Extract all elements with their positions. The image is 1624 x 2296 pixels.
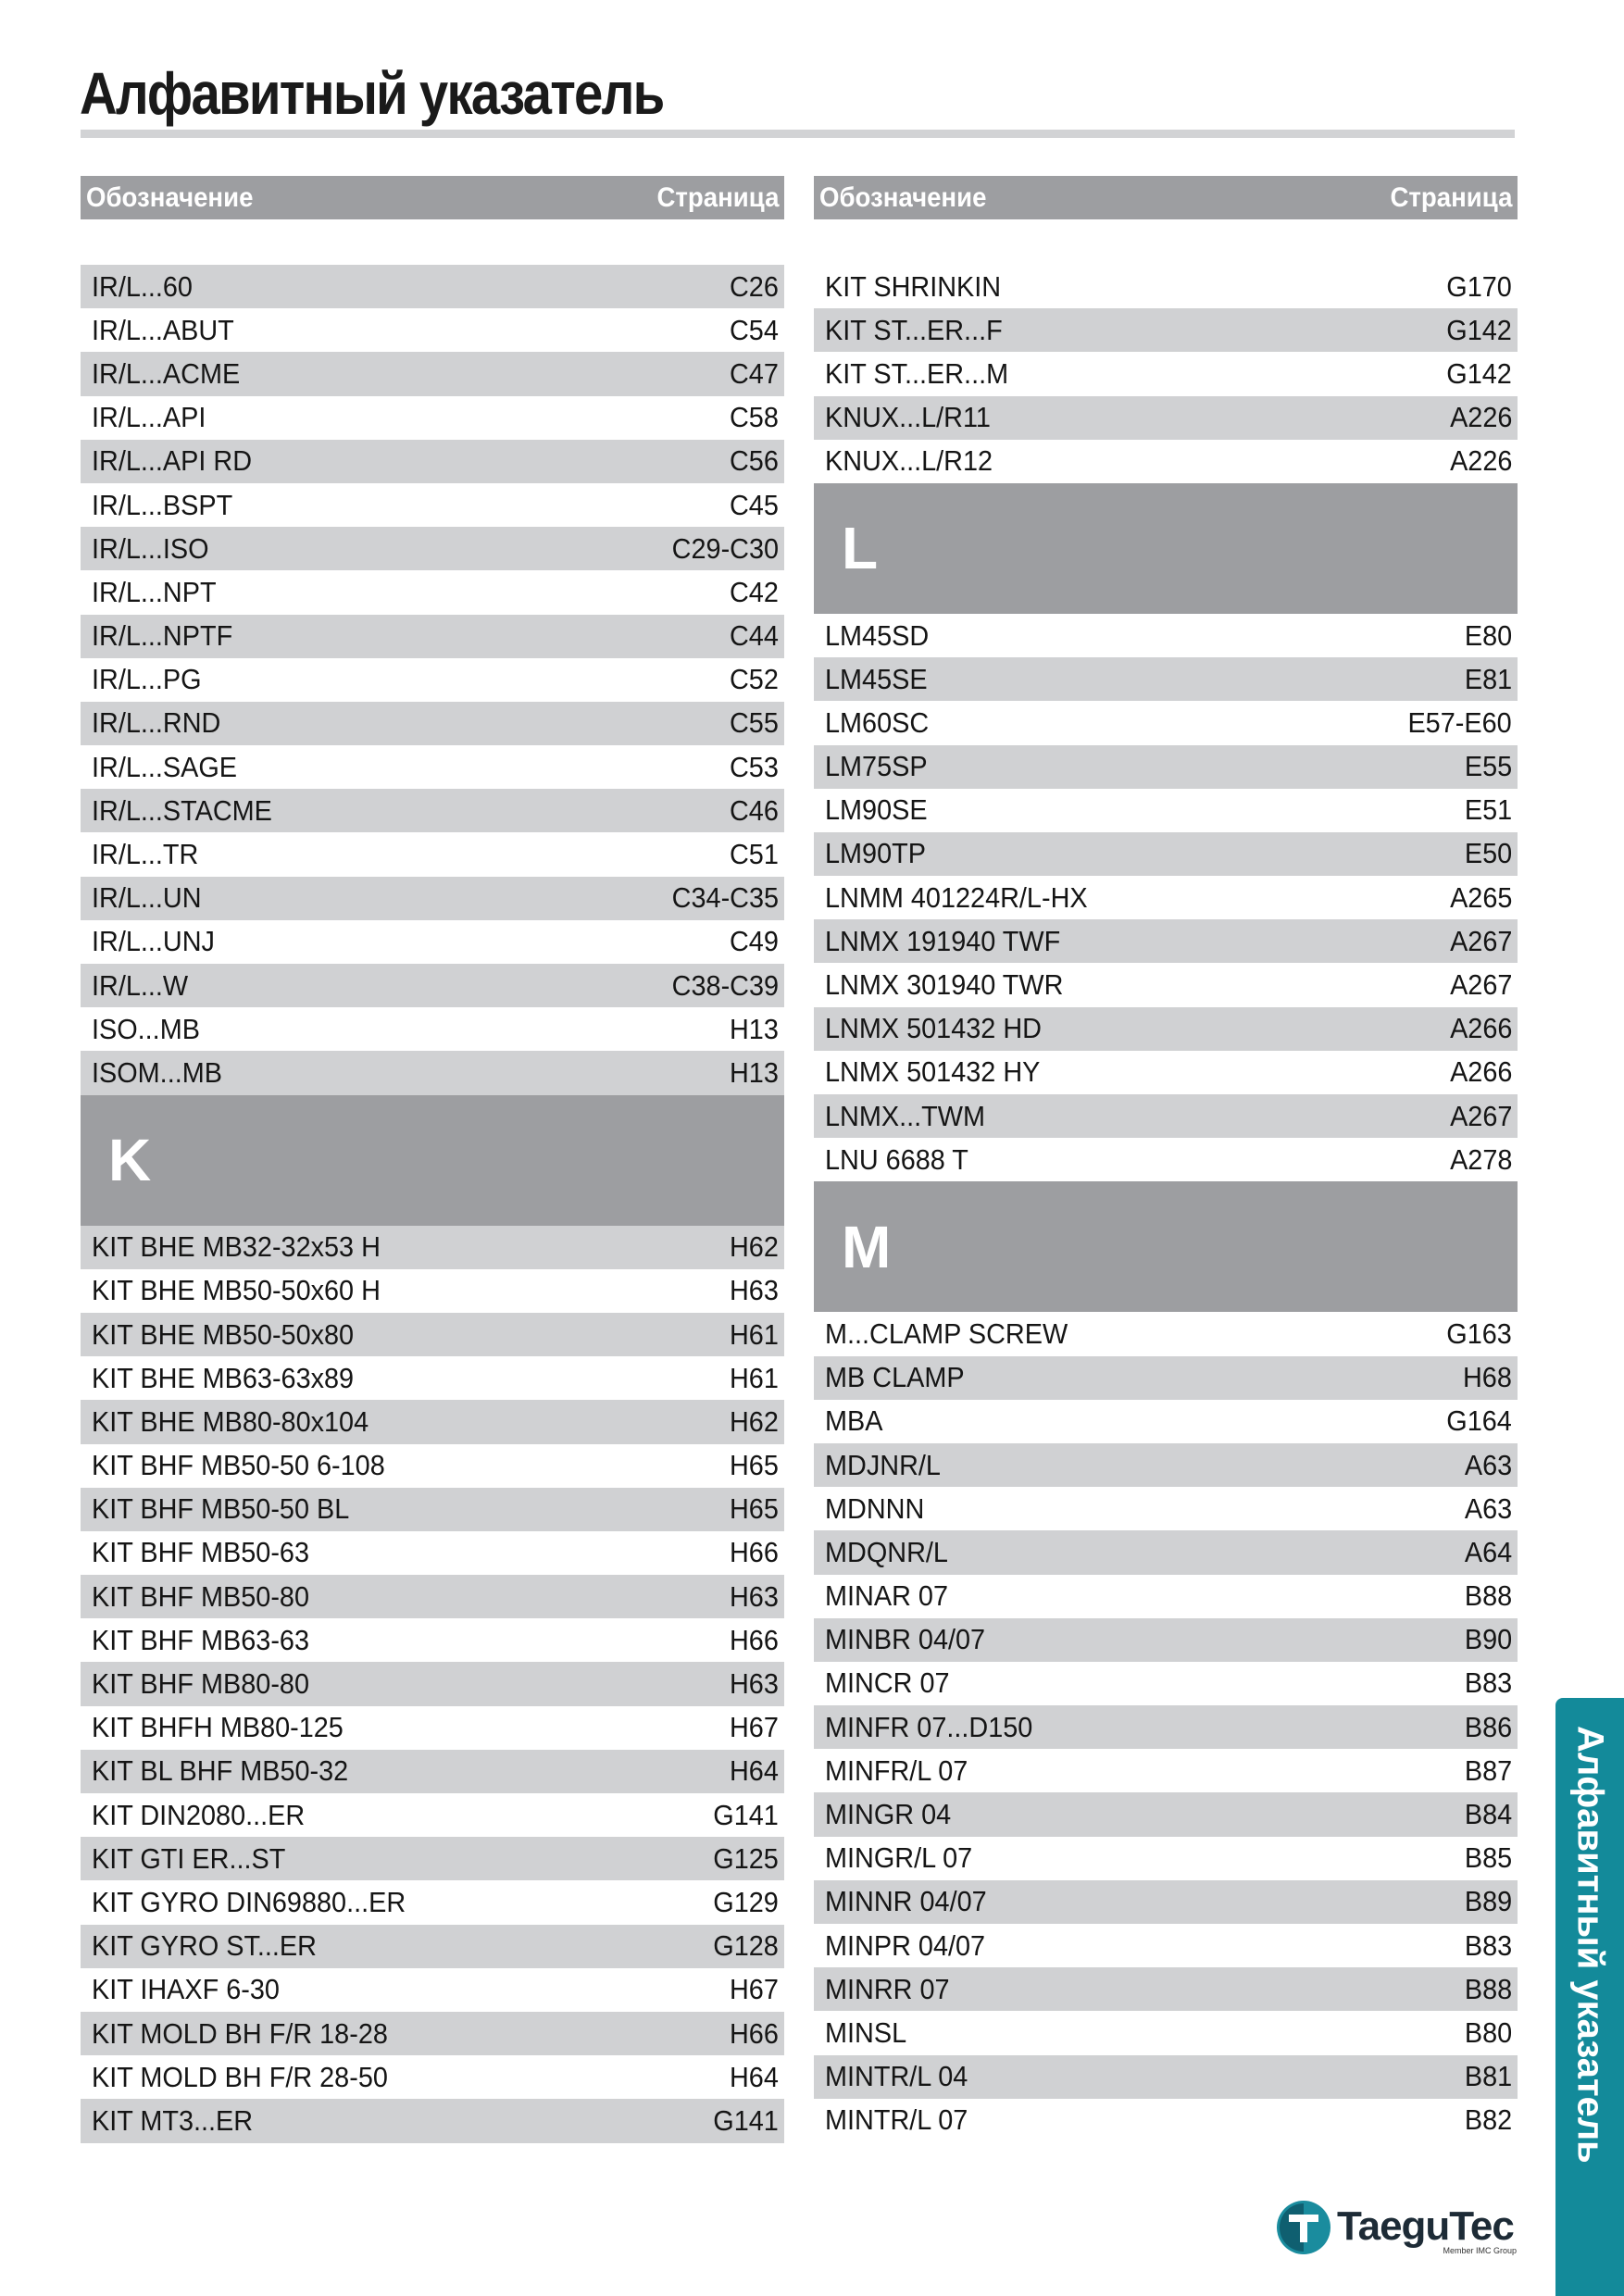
item-page: E50 [1464,837,1512,870]
item-page: B82 [1464,2103,1512,2137]
item-designation: KIT BHE MB80-80x104 [92,1404,369,1438]
item-designation: LNMX 301940 TWR [825,968,1064,1002]
item-designation: KIT BHE MB50-50x60 H [92,1274,381,1307]
item-designation: IR/L...SAGE [92,750,238,783]
item-designation: MINTR/L 04 [825,2060,968,2093]
item-designation: KIT BHE MB32-32x53 H [92,1230,381,1264]
index-row [814,701,1518,744]
item-designation: KIT BHE MB63-63x89 [92,1361,355,1394]
item-page: G141 [713,1798,779,1831]
index-row [81,789,784,832]
item-page: B80 [1464,2015,1512,2049]
brand-logo [1276,2200,1517,2255]
index-row [81,483,784,527]
index-row [81,396,784,440]
item-page: B88 [1464,1972,1512,2005]
item-designation: MDNNN [825,1491,925,1525]
item-page: C55 [730,706,779,740]
item-page: B90 [1464,1623,1512,1656]
item-designation: IR/L...ACME [92,356,241,390]
item-page: H61 [730,1361,779,1394]
item-page: C26 [730,269,779,303]
index-row [814,919,1518,963]
index-row [814,2099,1518,2142]
index-row [814,1792,1518,1836]
item-page: C56 [730,444,779,478]
item-designation: MINFR/L 07 [825,1753,968,1787]
index-row [814,1094,1518,1138]
index-row [81,920,784,964]
index-row [81,615,784,658]
index-row [814,1880,1518,1924]
index-row [814,2011,1518,2054]
index-row [814,1967,1518,2011]
index-row [81,1706,784,1750]
item-page: H63 [730,1667,779,1701]
item-page: A278 [1449,1142,1512,1176]
index-row [814,1924,1518,1967]
item-page: H65 [730,1492,779,1526]
item-page: H66 [730,1623,779,1656]
index-row [81,1968,784,2012]
item-designation: KIT DIN2080...ER [92,1798,306,1831]
index-row [81,877,784,920]
page-title: Алфавитный указатель [80,60,664,127]
item-page: H68 [1463,1361,1512,1394]
index-row [81,1356,784,1400]
item-page: B86 [1464,1710,1512,1743]
index-row [81,1662,784,1705]
item-designation: LM60SC [825,705,930,739]
index-row [81,1444,784,1488]
taegutec-logo-icon [1276,2200,1331,2255]
item-page: G142 [1446,313,1512,346]
item-designation: KIT BHF MB50-63 [92,1536,309,1569]
index-column-right [814,176,1518,2142]
item-designation: MINCR 07 [825,1666,950,1700]
item-designation: MINGR/L 07 [825,1841,973,1875]
item-page: H66 [730,2016,779,2050]
item-designation: KIT GTI ER...ST [92,1841,286,1875]
index-row [81,658,784,702]
item-designation: ISOM...MB [92,1055,222,1089]
item-page: G163 [1446,1316,1512,1350]
index-row [81,1750,784,1793]
index-row [81,527,784,570]
item-designation: KIT GYRO DIN69880...ER [92,1885,406,1918]
item-designation: MINTR/L 07 [825,2103,968,2137]
item-page: H65 [730,1449,779,1482]
item-designation: KIT BHF MB50-50 BL [92,1492,350,1526]
item-page: C29-C30 [671,531,779,565]
index-row [81,1313,784,1356]
item-page: H64 [730,1754,779,1788]
index-row [81,570,784,614]
item-page: G164 [1446,1404,1512,1438]
item-page: H61 [730,1317,779,1351]
index-row [814,1051,1518,1094]
item-designation: LNMX 501432 HD [825,1012,1042,1045]
item-page: E81 [1464,662,1512,695]
item-designation: IR/L...PG [92,663,202,696]
item-designation: LNMX 501432 HY [825,1055,1041,1089]
column-header [81,176,784,219]
index-rows [814,265,1518,2142]
index-row [814,1705,1518,1749]
header-page: Страница [1390,181,1512,213]
index-row [81,1575,784,1618]
item-designation: IR/L...ABUT [92,313,234,346]
index-row [814,440,1518,483]
item-page: A226 [1449,401,1512,434]
index-row [81,702,784,745]
item-page: C49 [730,925,779,958]
item-designation: KIT BHF MB63-63 [92,1623,309,1656]
side-tab [1555,1698,1624,2296]
section-letter: K [81,1095,784,1226]
item-designation: KIT BHE MB50-50x80 [92,1317,355,1351]
index-row [814,1007,1518,1051]
index-row [81,2055,784,2099]
item-page: H64 [730,2060,779,2093]
item-page: B83 [1464,1666,1512,1700]
index-row [814,832,1518,876]
index-row [814,1356,1518,1400]
header-page: Страница [656,181,779,213]
index-row [81,440,784,483]
index-row [81,308,784,352]
item-page: B89 [1464,1885,1512,1918]
item-designation: IR/L...UN [92,881,202,915]
item-designation: LM90TP [825,837,926,870]
item-designation: IR/L...BSPT [92,488,233,521]
item-page: A63 [1464,1448,1512,1481]
item-designation: MINFR 07...D150 [825,1710,1033,1743]
item-page: C42 [730,575,779,608]
item-designation: LNMX 191940 TWF [825,924,1061,957]
section-letter: L [814,483,1518,614]
index-row [814,1530,1518,1574]
item-designation: KIT BHF MB50-80 [92,1579,309,1613]
index-row [814,1312,1518,1355]
item-page: H63 [730,1579,779,1613]
index-row [81,1880,784,1924]
index-row [81,2012,784,2055]
index-row [814,308,1518,352]
item-designation: LM45SE [825,662,928,695]
index-row [814,1618,1518,1662]
item-page: A226 [1449,444,1512,478]
item-designation: KIT MOLD BH F/R 28-50 [92,2060,388,2093]
item-page: E55 [1464,750,1512,783]
item-page: B83 [1464,1928,1512,1962]
item-designation: IR/L...STACME [92,793,272,827]
item-designation: KIT GYRO ST...ER [92,1929,317,1963]
item-page: H62 [730,1230,779,1264]
index-row [81,1488,784,1531]
index-row [814,265,1518,308]
item-designation: MINRR 07 [825,1972,950,2005]
item-page: H66 [730,1536,779,1569]
item-designation: LNMX...TWM [825,1099,985,1132]
item-page: G125 [713,1841,779,1875]
item-designation: MINBR 04/07 [825,1623,986,1656]
item-designation: KIT ST...ER...M [825,356,1009,390]
index-rows [81,265,784,2143]
item-page: C44 [730,619,779,653]
index-row [814,396,1518,440]
index-row [81,1793,784,1837]
index-row [814,1662,1518,1705]
index-row [814,1749,1518,1792]
item-page: B85 [1464,1841,1512,1875]
index-row [81,1618,784,1662]
item-designation: LM90SE [825,793,928,827]
item-designation: MINAR 07 [825,1579,948,1613]
item-designation: MDJNR/L [825,1448,941,1481]
item-designation: IR/L...ISO [92,531,209,565]
item-designation: IR/L...UNJ [92,925,215,958]
item-page: C46 [730,793,779,827]
item-designation: MINSL [825,2015,907,2049]
index-row [81,1400,784,1443]
index-row [814,789,1518,832]
item-page: C45 [730,488,779,521]
item-page: G129 [713,1885,779,1918]
item-designation: MINPR 04/07 [825,1928,986,1962]
index-row [81,832,784,876]
item-page: G170 [1446,269,1512,303]
item-designation: IR/L...NPT [92,575,217,608]
item-designation: IR/L...W [92,968,189,1002]
index-row [814,1837,1518,1880]
item-page: H13 [730,1012,779,1045]
index-row [81,745,784,789]
item-designation: LNMM 401224R/L-HX [825,880,1088,914]
item-page: H67 [730,1973,779,2006]
section-letter: M [814,1181,1518,1312]
item-designation: KIT SHRINKIN [825,269,1002,303]
index-row [814,1443,1518,1487]
item-designation: KIT BHFH MB80-125 [92,1711,344,1744]
item-page: H67 [730,1711,779,1744]
header-designation: Обозначение [86,181,254,213]
item-designation: LM45SD [825,618,930,652]
index-row [81,265,784,308]
item-designation: LM75SP [825,750,928,783]
item-page: H63 [730,1274,779,1307]
item-designation: LNU 6688 T [825,1142,968,1176]
item-page: A267 [1449,1099,1512,1132]
title-rule [81,130,1515,138]
item-designation: KIT BHF MB80-80 [92,1667,309,1701]
item-page: A267 [1449,968,1512,1002]
item-designation: MDQNR/L [825,1535,948,1568]
logo-subtitle: Member IMC Group [1443,2246,1517,2255]
item-designation: IR/L...TR [92,838,199,871]
index-row [81,1226,784,1269]
index-row [81,1051,784,1094]
item-page: G128 [713,1929,779,1963]
item-designation: KIT ST...ER...F [825,313,1003,346]
item-designation: KIT MT3...ER [92,2103,254,2137]
item-page: A64 [1464,1535,1512,1568]
column-header [814,176,1518,219]
index-row [81,964,784,1007]
item-designation: KIT IHAXF 6-30 [92,1973,280,2006]
item-page: G142 [1446,356,1512,390]
item-designation: M...CLAMP SCREW [825,1316,1068,1350]
item-designation: KNUX...L/R11 [825,401,991,434]
index-row [814,2055,1518,2099]
item-designation: KIT BL BHF MB50-32 [92,1754,349,1788]
item-designation: IR/L...NPTF [92,619,233,653]
item-designation: MINGR 04 [825,1798,952,1831]
item-designation: MINNR 04/07 [825,1885,987,1918]
item-page: C38-C39 [671,968,779,1002]
item-page: C52 [730,663,779,696]
index-row [814,745,1518,789]
index-row [814,876,1518,919]
index-row [81,2099,784,2142]
item-designation: IR/L...API RD [92,444,253,478]
index-row [814,1487,1518,1530]
item-page: B87 [1464,1753,1512,1787]
item-page: E80 [1464,618,1512,652]
item-designation: MB CLAMP [825,1361,965,1394]
index-row [81,1531,784,1575]
item-page: A266 [1449,1012,1512,1045]
index-row [814,657,1518,701]
item-designation: IR/L...API [92,401,206,434]
item-page: C54 [730,313,779,346]
item-page: B88 [1464,1579,1512,1613]
item-page: B81 [1464,2060,1512,2093]
item-page: C34-C35 [671,881,779,915]
index-row [81,1007,784,1051]
item-designation: KNUX...L/R12 [825,444,993,478]
index-column-left [81,176,784,2143]
index-row [81,1925,784,1968]
item-page: C53 [730,750,779,783]
item-page: C47 [730,356,779,390]
index-row [814,1138,1518,1181]
index-row [814,614,1518,657]
index-row [814,1400,1518,1443]
item-page: A63 [1464,1491,1512,1525]
item-page: H62 [730,1404,779,1438]
item-designation: MBA [825,1404,883,1438]
item-page: B84 [1464,1798,1512,1831]
index-row [814,352,1518,395]
item-page: A266 [1449,1055,1512,1089]
item-designation: KIT BHF MB50-50 6-108 [92,1449,385,1482]
index-row [81,352,784,395]
item-page: A265 [1449,880,1512,914]
index-row [814,1575,1518,1618]
index-row [814,963,1518,1006]
index-row [81,1837,784,1880]
header-designation: Обозначение [819,181,987,213]
item-page: C58 [730,401,779,434]
item-page: A267 [1449,924,1512,957]
item-page: E57-E60 [1407,705,1512,739]
item-page: H13 [730,1055,779,1089]
item-designation: IR/L...60 [92,269,193,303]
index-row [81,1269,784,1313]
item-designation: ISO...MB [92,1012,200,1045]
logo-name: TaeguTec [1337,2203,1514,2249]
item-page: E51 [1464,793,1512,827]
item-designation: KIT MOLD BH F/R 18-28 [92,2016,388,2050]
side-tab-label: Алфавитный указатель [1569,1726,1611,2164]
item-page: G141 [713,2103,779,2137]
item-page: C51 [730,838,779,871]
item-designation: IR/L...RND [92,706,221,740]
